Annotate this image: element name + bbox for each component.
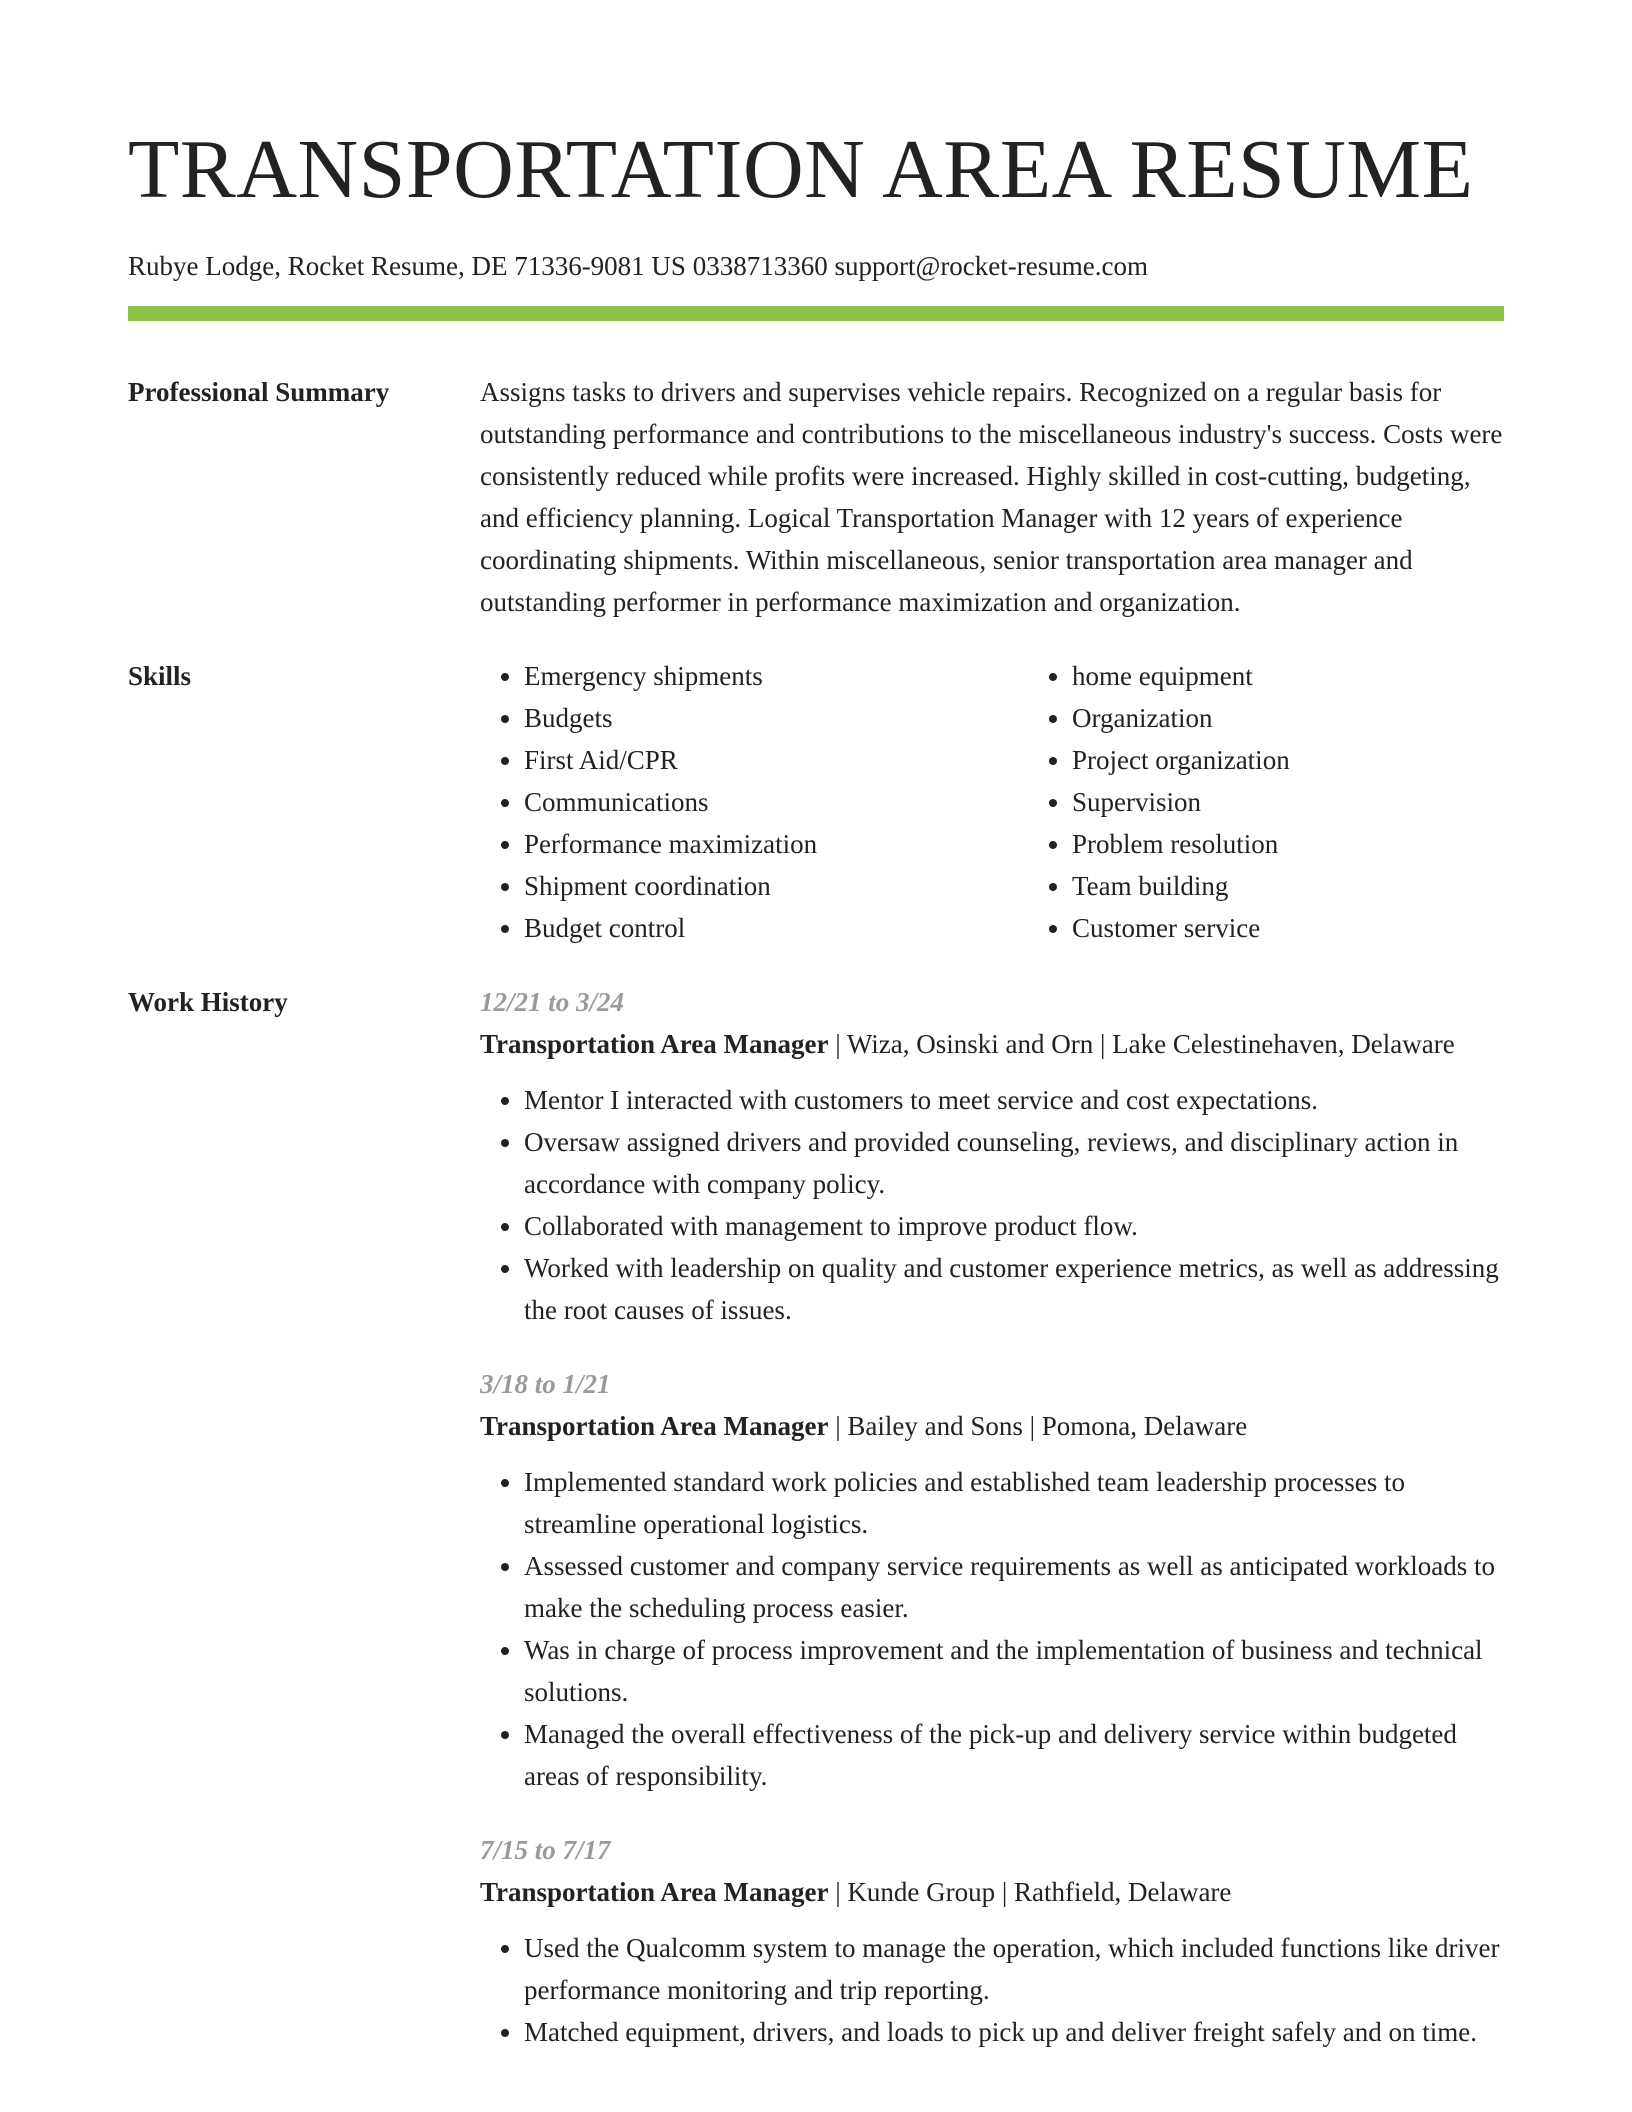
skill-item: • Emergency shipments xyxy=(524,655,1028,697)
job-bullet: • Used the Qualcomm system to manage the operation, which included functions like driver performance monitoring and trip reporting. xyxy=(524,1927,1504,2011)
section-label-skills: Skills xyxy=(128,661,192,691)
summary-text: Assigns tasks to drivers and supervises vehicle repairs. Recognized on a regular basis for outstanding performance and contributions to the miscellaneous industry's success. Costs were consistently reduced while profits were increased. Highly skilled in cost-cutting, budgeting, and efficiency planning. Logical Transportation Manager with 12 years of experience coordinating shipments. Within miscellaneous, senior transportation area manager and outstanding performer in performance maximization and organization. xyxy=(480,377,1503,617)
job-dates: 7/15 to 7/17 xyxy=(480,1835,611,1865)
contact-line: Rubye Lodge, Rocket Resume, DE 71336-9081 US 0338713360 support@rocket-resume.com xyxy=(128,251,1148,281)
skill-item: • Budget control xyxy=(524,907,1028,949)
job-bullet: • Assessed customer and company service requirements as well as anticipated workloads to make the scheduling process easier. xyxy=(524,1545,1504,1629)
skills-list-right xyxy=(1028,655,1576,949)
skill-item: • Budgets xyxy=(524,697,1028,739)
skill-item: • home equipment xyxy=(1072,655,1576,697)
skill-item: • Organization xyxy=(1072,697,1576,739)
section-label-summary: Professional Summary xyxy=(128,377,390,407)
skill-item: • Shipment coordination xyxy=(524,865,1028,907)
work-history-body xyxy=(480,981,1504,2085)
job-bullet: • Implemented standard work policies and established team leadership processes to streamline operational logistics. xyxy=(524,1461,1504,1545)
skill-item: • Problem resolution xyxy=(1072,823,1576,865)
job-heading xyxy=(480,1405,1504,1447)
contact-phone: 0338713360 xyxy=(692,251,828,281)
skills-section xyxy=(128,655,1504,949)
job-details: | Bailey and Sons | Pomona, Delaware xyxy=(828,1411,1248,1441)
skill-item: • First Aid/CPR xyxy=(524,739,1028,781)
job-details: | Kunde Group | Rathfield, Delaware xyxy=(828,1877,1232,1907)
job-title: Transportation Area Manager xyxy=(480,1877,829,1907)
skills-columns xyxy=(480,655,1576,949)
skill-item: • Performance maximization xyxy=(524,823,1028,865)
job-heading xyxy=(480,1871,1504,1913)
job-dates: 3/18 to 1/21 xyxy=(480,1369,611,1399)
skill-item: • Supervision xyxy=(1072,781,1576,823)
job-bullet: • Matched equipment, drivers, and loads to pick up and deliver freight safely and on time. xyxy=(524,2011,1504,2053)
job-bullet: • Mentor I interacted with customers to meet service and cost expectations. xyxy=(524,1079,1504,1121)
job-bullet-list xyxy=(480,1461,1504,1797)
job-bullet: • Managed the overall effectiveness of the pick-up and delivery service within budgeted areas of responsibility. xyxy=(524,1713,1504,1797)
contact-address: Rocket Resume, DE 71336-9081 US xyxy=(287,251,686,281)
job-details: | Wiza, Osinski and Orn | Lake Celestinehaven, Delaware xyxy=(828,1029,1455,1059)
skill-item: • Communications xyxy=(524,781,1028,823)
job-title: Transportation Area Manager xyxy=(480,1029,829,1059)
contact-name: Rubye Lodge xyxy=(128,251,275,281)
professional-summary-section xyxy=(128,371,1504,623)
job-title: Transportation Area Manager xyxy=(480,1411,829,1441)
resume-title: TRANSPORTATION AREA RESUME xyxy=(128,123,1474,216)
accent-divider xyxy=(128,306,1504,321)
job-bullet: • Oversaw assigned drivers and provided counseling, reviews, and disciplinary action in accordance with company policy. xyxy=(524,1121,1504,1205)
skills-list-left xyxy=(480,655,1028,949)
job-bullet: • Worked with leadership on quality and customer experience metrics, as well as addressing the root causes of issues. xyxy=(524,1247,1504,1331)
job-bullet-list xyxy=(480,1927,1504,2053)
job-bullet: • Collaborated with management to improve product flow. xyxy=(524,1205,1504,1247)
job-bullet: • Was in charge of process improvement and the implementation of business and technical solutions. xyxy=(524,1629,1504,1713)
job-entry xyxy=(480,1363,1504,1797)
contact-email: support@rocket-resume.com xyxy=(834,251,1148,281)
job-heading xyxy=(480,1023,1504,1065)
skill-item: • Team building xyxy=(1072,865,1576,907)
job-dates: 12/21 to 3/24 xyxy=(480,987,625,1017)
resume-page xyxy=(128,0,1504,2085)
job-entry xyxy=(480,1829,1504,2053)
skill-item: • Project organization xyxy=(1072,739,1576,781)
section-label-work: Work History xyxy=(128,987,288,1017)
work-history-section xyxy=(128,981,1504,2085)
job-entry xyxy=(480,981,1504,1331)
skill-item: • Customer service xyxy=(1072,907,1576,949)
job-bullet-list xyxy=(480,1079,1504,1331)
summary-body xyxy=(480,371,1504,623)
